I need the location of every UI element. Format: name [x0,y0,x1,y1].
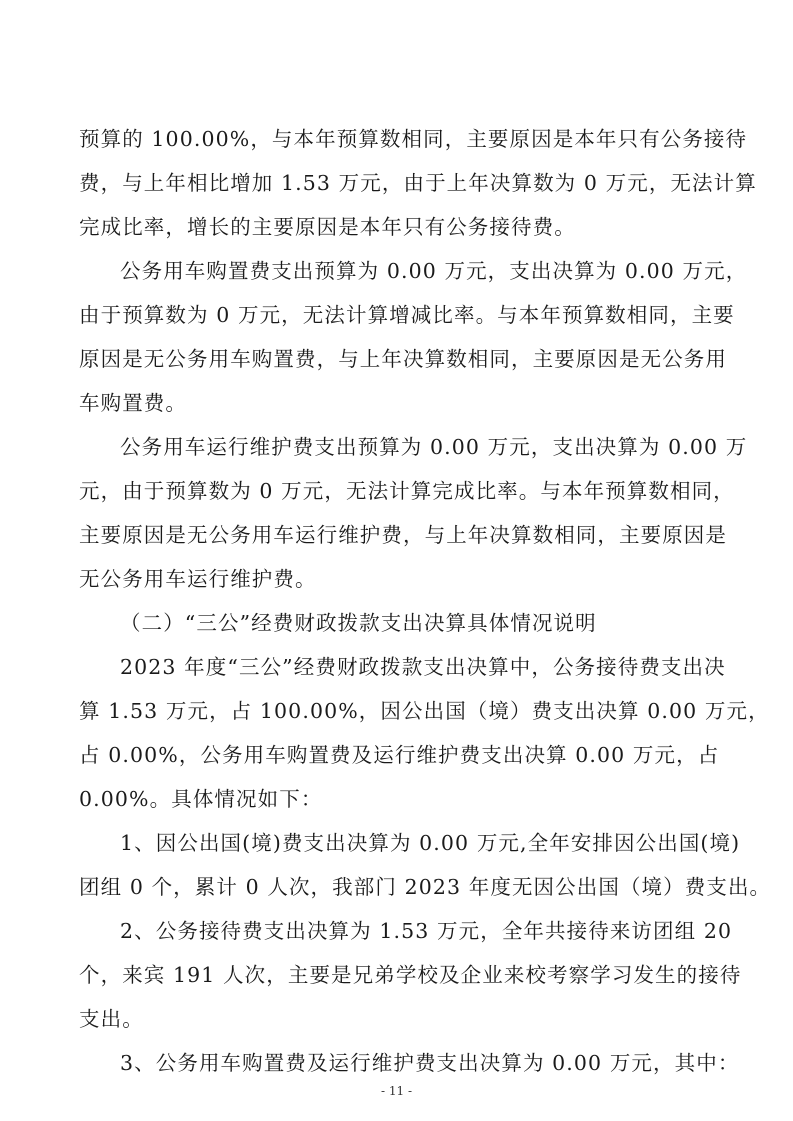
body-line: 主要原因是无公务用车运行维护费，与上年决算数相同，主要原因是 [79,523,727,547]
body-line: 元，由于预算数为 0 万元，无法计算完成比率。与本年预算数相同， [79,479,735,503]
body-line: 由于预算数为 0 万元，无法计算增减比率。与本年预算数相同，主要 [79,303,735,327]
body-line: 费，与上年相比增加 1.53 万元，由于上年决算数为 0 万元，无法计算 [79,171,757,195]
body-line: 团组 0 个，累计 0 人次，我部门 2023 年度无因公出国（境）费支出。 [79,875,772,899]
body-line: 支出。 [79,1007,144,1031]
body-line: 完成比率，增长的主要原因是本年只有公务接待费。 [79,215,576,239]
body-line: 公务用车运行维护费支出预算为 0.00 万元，支出决算为 0.00 万 [120,435,748,459]
body-line: 原因是无公务用车购置费，与上年决算数相同，主要原因是无公务用 [79,347,727,371]
section-heading: （二）“三公”经费财政拨款支出决算具体情况说明 [120,611,597,635]
body-line: 2、公务接待费支出决算为 1.53 万元，全年共接待来访团组 20 [120,919,733,943]
body-line: 占 0.00%，公务用车购置费及运行维护费支出决算 0.00 万元，占 [79,743,720,767]
body-line: 2023 年度“三公”经费财政拨款支出决算中，公务接待费支出决 [120,655,726,679]
page-number: - 11 - [380,1084,412,1098]
body-line: 3、公务用车购置费及运行维护费支出决算为 0.00 万元，其中： [120,1051,740,1075]
body-line: 1、因公出国(境)费支出决算为 0.00 万元,全年安排因公出国(境) [120,831,741,855]
body-line: 算 1.53 万元，占 100.00%，因公出国（境）费支出决算 0.00 万元， [79,699,770,723]
body-line: 无公务用车运行维护费。 [79,567,317,591]
body-line: 预算的 100.00%，与本年预算数相同，主要原因是本年只有公务接待 [79,127,748,151]
body-line: 个，来宾 191 人次，主要是兄弟学校及企业来校考察学习发生的接待 [79,963,742,987]
body-line: 0.00%。具体情况如下： [79,787,323,811]
body-line: 公务用车购置费支出预算为 0.00 万元，支出决算为 0.00 万元， [120,259,748,283]
body-line: 车购置费。 [79,391,187,415]
